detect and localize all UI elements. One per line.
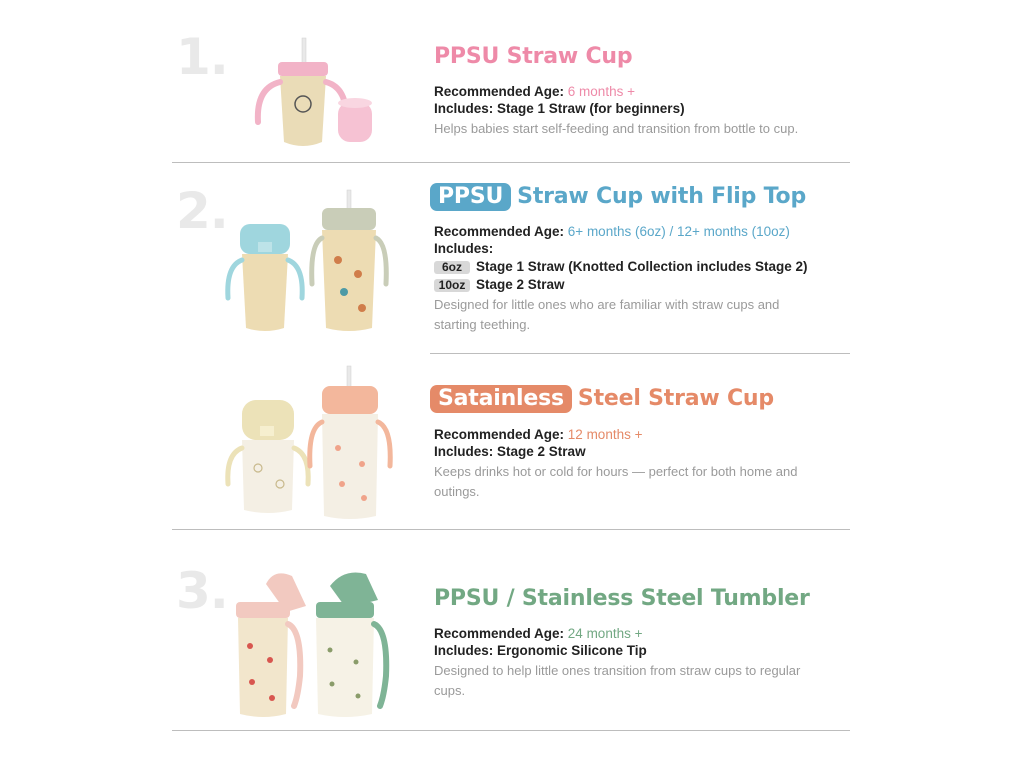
age-label: Recommended Age: [434, 224, 565, 239]
product-title-4: PPSU / Stainless Steel Tumbler [434, 586, 810, 611]
includes-value: Ergonomic Silicone Tip [497, 643, 647, 658]
product-description: Helps babies start self-feeding and transition from bottle to cup. [434, 121, 799, 136]
includes-label: Includes: [434, 241, 494, 256]
recommended-age-line [434, 83, 854, 100]
includes-item-text: Stage 2 Straw [476, 277, 565, 292]
divider [430, 353, 850, 354]
product-description: Keeps drinks hot or cold for hours — perfect for both home and outings. [434, 464, 798, 499]
divider [172, 162, 850, 163]
age-label: Recommended Age: [434, 626, 565, 641]
title-rest: Straw Cup with Flip Top [517, 184, 806, 209]
recommended-age-line [434, 625, 814, 642]
product-details-2 [434, 223, 808, 334]
product-details-1 [434, 83, 854, 139]
title-pill: PPSU [430, 183, 511, 211]
includes-line [434, 443, 814, 460]
age-value: 24 months + [567, 626, 643, 641]
includes-line [434, 100, 854, 117]
stainless-straw-cups-image [224, 364, 394, 524]
recommended-age-line [434, 223, 808, 240]
size-tag: 10oz [434, 279, 470, 292]
includes-item [434, 276, 808, 293]
tumblers-image [232, 566, 392, 721]
product-title-2 [430, 183, 806, 211]
divider [172, 730, 850, 731]
includes-item [434, 258, 808, 275]
product-description: Designed to help little ones transition from straw cups to regular cups. [434, 663, 801, 698]
ppsu-straw-cup-pink-image [250, 30, 380, 155]
size-tag: 6oz [434, 261, 470, 274]
includes-item-text: Stage 1 Straw (Knotted Collection includes Stage 2) [476, 259, 808, 274]
includes-value: Stage 2 Straw [497, 444, 586, 459]
age-label: Recommended Age: [434, 84, 565, 99]
includes-label: Includes: [434, 444, 494, 459]
product-details-4 [434, 625, 814, 700]
product-title-3 [430, 385, 774, 413]
includes-line [434, 642, 814, 659]
product-title-1: PPSU Straw Cup [434, 44, 633, 69]
includes-label: Includes: [434, 643, 494, 658]
includes-line [434, 240, 808, 257]
step-number-3: 3. [176, 562, 228, 620]
title-pill: Satainless [430, 385, 572, 413]
product-description: Designed for little ones who are familiar with straw cups and starting teething. [434, 297, 780, 332]
divider [172, 529, 850, 530]
product-details-3 [434, 426, 814, 501]
includes-label: Includes: [434, 101, 494, 116]
includes-value: Stage 1 Straw (for beginners) [497, 101, 685, 116]
age-value: 12 months + [567, 427, 643, 442]
step-number-2: 2. [176, 182, 228, 240]
age-label: Recommended Age: [434, 427, 565, 442]
age-value: 6+ months (6oz) / 12+ months (10oz) [567, 224, 790, 239]
step-number-1: 1. [176, 28, 228, 86]
flip-top-cups-image [224, 188, 384, 338]
age-value: 6 months + [567, 84, 635, 99]
recommended-age-line [434, 426, 814, 443]
title-rest: Steel Straw Cup [577, 386, 774, 411]
